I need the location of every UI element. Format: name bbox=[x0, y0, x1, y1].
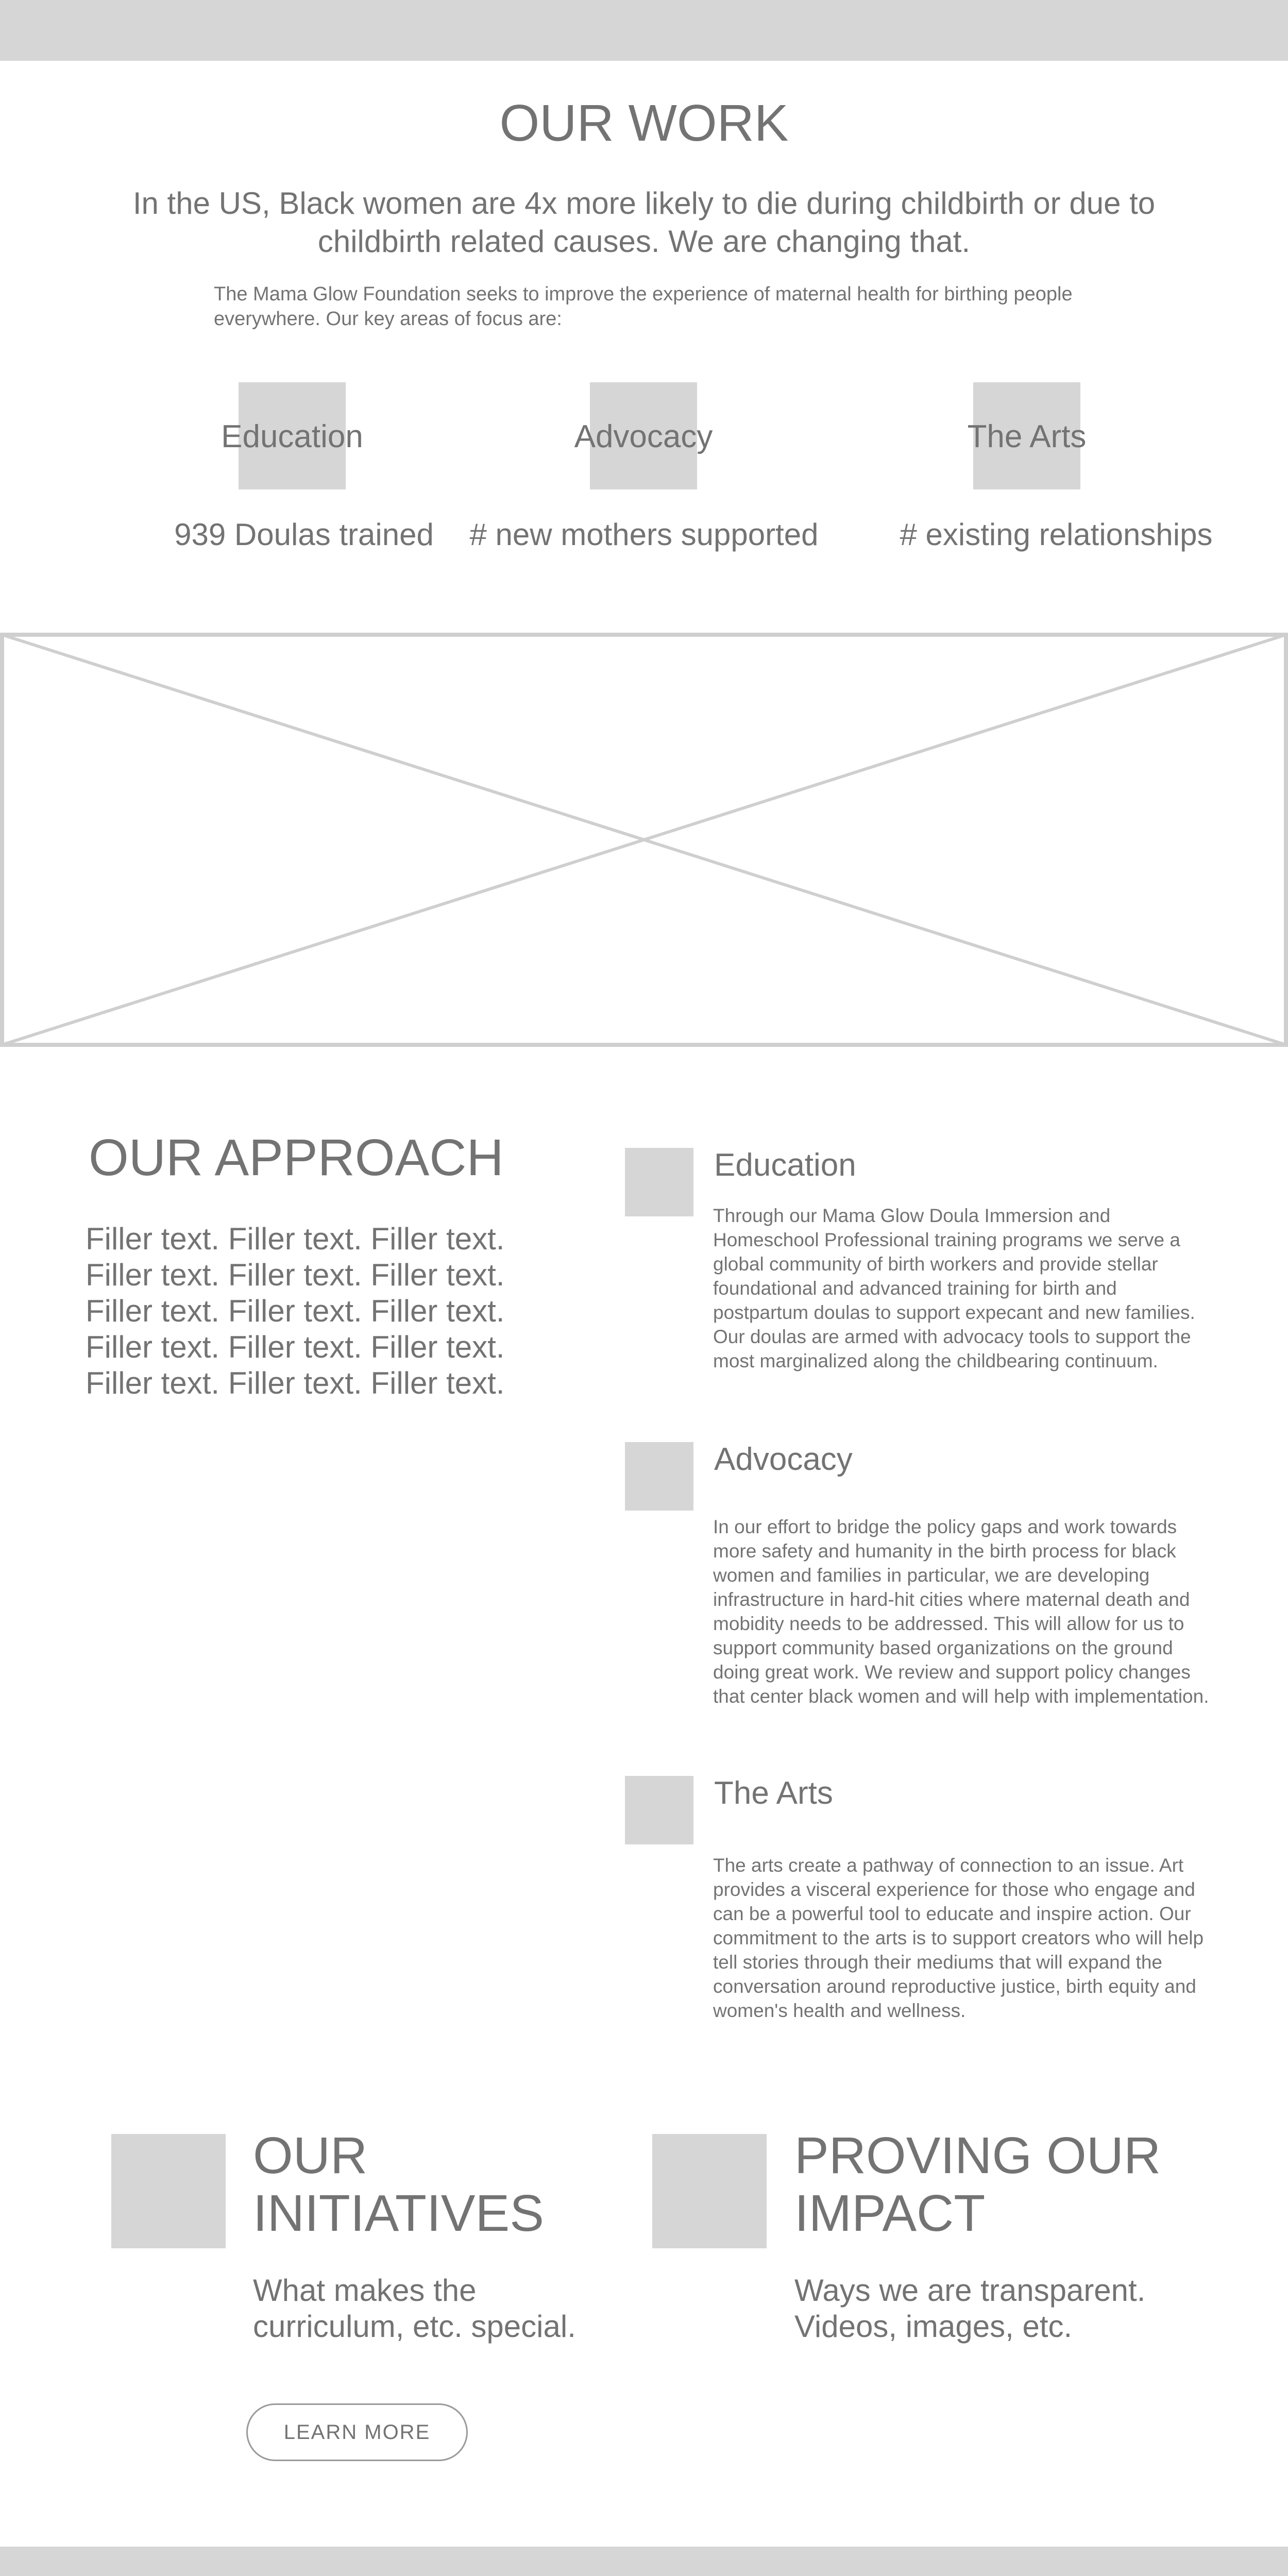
initiatives-title: OUR INITIATIVES bbox=[253, 2127, 544, 2242]
our-work-intro: The Mama Glow Foundation seeks to improve the experience of maternal health for birthing people everywhere. Our key areas of focus are: bbox=[214, 283, 1073, 330]
our-work-title: OUR WORK bbox=[499, 94, 789, 152]
approach-title: OUR APPROACH bbox=[89, 1129, 504, 1187]
impact-text: Ways we are transparent. Videos, images, etc. bbox=[794, 2273, 1146, 2344]
approach-icon-education bbox=[625, 1148, 693, 1216]
approach-icon-advocacy bbox=[625, 1442, 693, 1511]
approach-text-arts: The arts create a pathway of connection to an issue. Art provides a visceral experience for those who engage and can be a powerful tool to educate and inspire action. Our commitment to the arts is to support creators who will help tell stories through their mediums that will expand the conversation around reproductive justice, birth equity and women's health and wellness. bbox=[713, 1855, 1204, 2021]
approach-heading-education: Education bbox=[714, 1147, 856, 1183]
learn-more-button[interactable]: LEARN MORE bbox=[246, 2403, 468, 2461]
focus-area-label-arts: The Arts bbox=[967, 419, 1087, 454]
impact-image bbox=[652, 2134, 767, 2248]
stories-section bbox=[0, 2547, 1288, 2576]
impact-title: PROVING OUR IMPACT bbox=[794, 2127, 1161, 2242]
hero-image-placeholder bbox=[0, 633, 1288, 1047]
initiatives-image bbox=[111, 2134, 226, 2248]
approach-heading-advocacy: Advocacy bbox=[714, 1442, 853, 1477]
header-bar bbox=[0, 0, 1288, 61]
focus-area-stat-arts: # existing relationships bbox=[900, 517, 1213, 552]
focus-area-stat-education: 939 Doulas trained bbox=[174, 517, 434, 552]
our-work-headline: In the US, Black women are 4x more likely to die during childbirth or due to childbirth related causes. We are changing that. bbox=[132, 186, 1156, 259]
initiatives-text: What makes the curriculum, etc. special. bbox=[253, 2273, 576, 2344]
approach-text-education: Through our Mama Glow Doula Immersion and Homeschool Professional training programs we serve a global community of birth workers and provide stellar foundational and advanced training for birth and postpartum doulas to support expecant and new families. Our doulas are armed with advocacy tools to support the most marginalized along the childbearing continuum. bbox=[713, 1205, 1195, 1371]
focus-area-stat-advocacy: # new mothers supported bbox=[469, 517, 819, 552]
focus-area-label-advocacy: Advocacy bbox=[574, 419, 713, 454]
approach-icon-arts bbox=[625, 1776, 693, 1844]
approach-filler-text: Filler text. Filler text. Filler text. Filler text. Filler text. Filler text. Filler text. Filler text. Filler text. Filler text. Filler text. Filler text. Filler text. Filler text. Filler text. bbox=[86, 1222, 505, 1400]
focus-area-label-education: Education bbox=[221, 419, 363, 454]
approach-heading-arts: The Arts bbox=[714, 1775, 833, 1811]
approach-text-advocacy: In our effort to bridge the policy gaps and work towards more safety and humanity in the birth process for black women and families in particular, we are developing infrastructure in hard-hit cities where maternal death and mobidity needs to be addressed. This will allow for us to support community based organizations on the ground doing great work. We review and support policy changes that center black women and will help with implementation. bbox=[713, 1516, 1209, 1707]
